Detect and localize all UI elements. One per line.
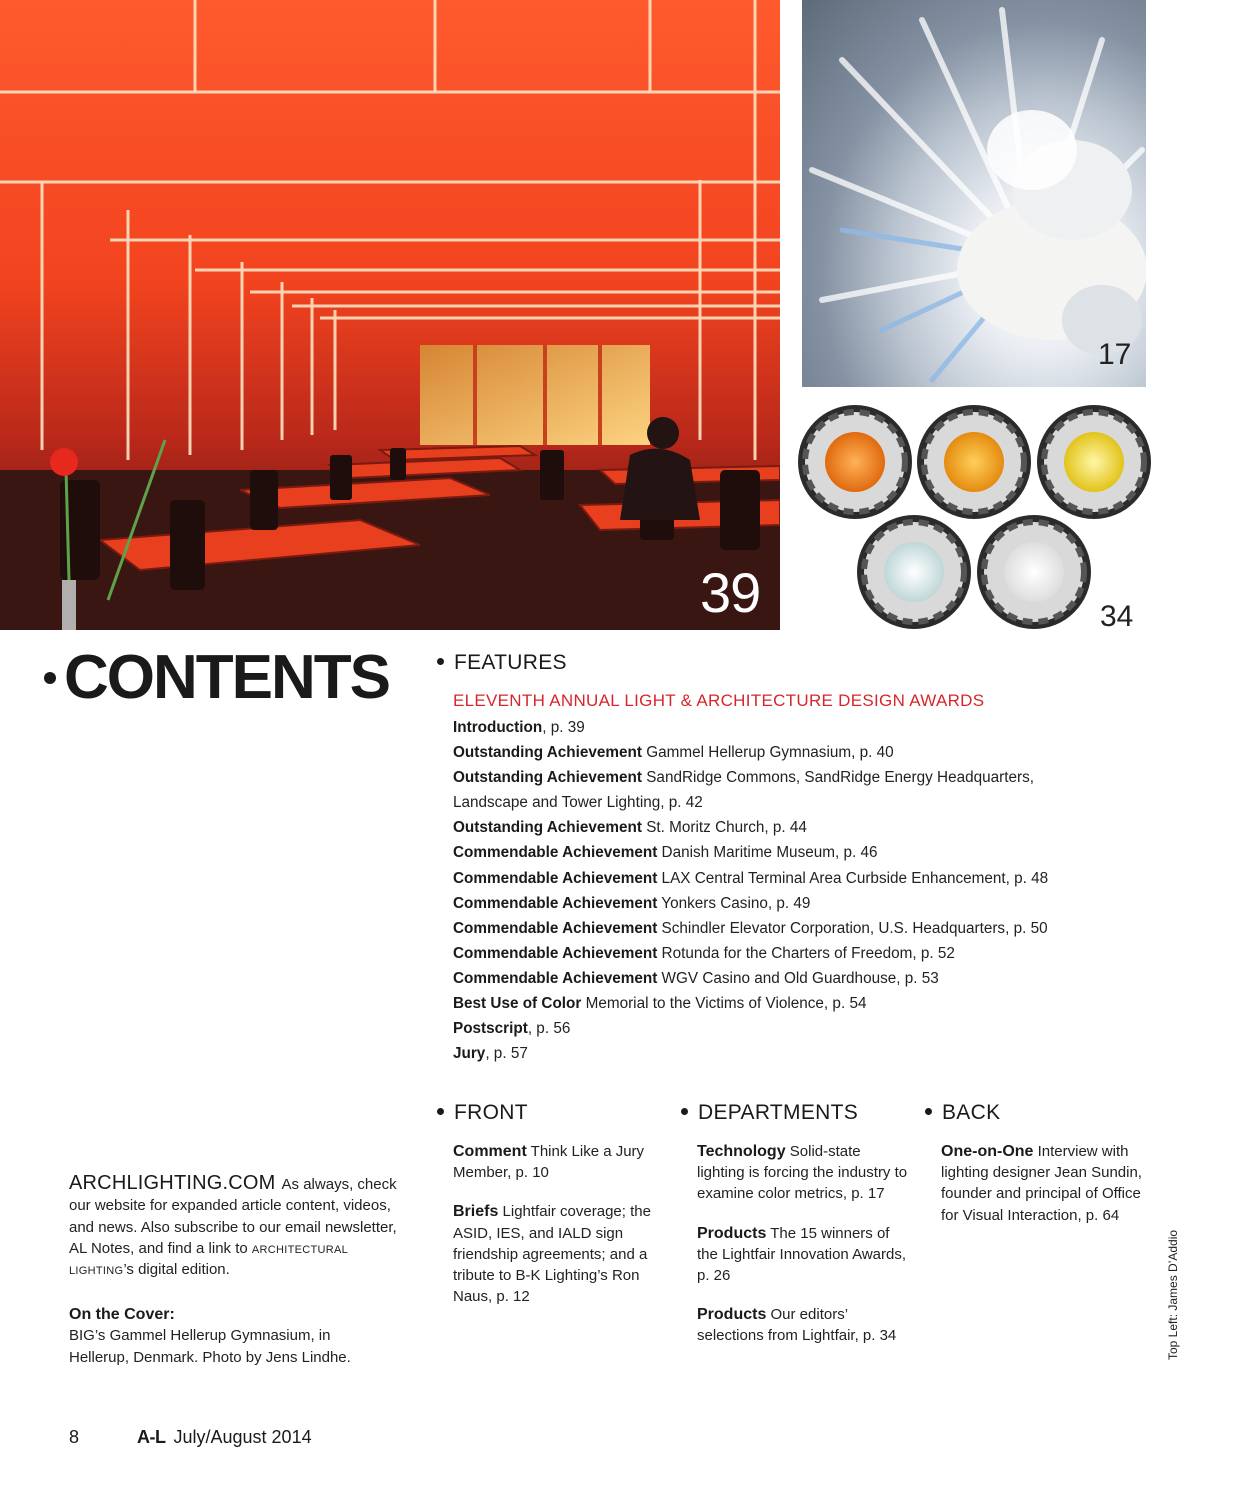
feature-item[interactable]: Commendable Achievement Rotunda for the Charters of Freedom, p. 52 [453, 944, 955, 962]
departments-heading [681, 1101, 858, 1125]
crystal-burst-photo [802, 0, 1146, 387]
crystal-burst-illustration [802, 0, 1146, 387]
feature-item[interactable]: Jury, p. 57 [453, 1045, 528, 1063]
cover-note-title: On the Cover: [69, 1306, 175, 1323]
led-lamp-yellow [1037, 405, 1151, 519]
back-item[interactable]: One-on-One Interview with lighting designer Jean Sundin, founder and principal of Office for Visual Interaction, p. 64 [941, 1143, 1142, 1224]
website-note-text-end: ’s digital edition. [123, 1261, 230, 1279]
feature-item[interactable]: Outstanding Achievement Gammel Hellerup Gymnasium, p. 40 [453, 744, 894, 762]
features-heading-text: FEATURES [454, 651, 567, 674]
led-lamp-orange [798, 405, 912, 519]
photo-credit: Top Left: James D’Addio [1166, 1229, 1180, 1360]
contents-title [44, 642, 389, 713]
departments-heading-text: DEPARTMENTS [698, 1101, 859, 1124]
cover-photo-cafeteria [0, 0, 780, 630]
bullet-dot [437, 1108, 444, 1115]
feature-item[interactable]: Commendable Achievement Danish Maritime Museum, p. 46 [453, 844, 878, 862]
led-lamp-amber [917, 405, 1031, 519]
departments-column [697, 1141, 912, 1365]
bullet-dot [925, 1108, 932, 1115]
website-note [69, 1173, 399, 1280]
cover-note [69, 1304, 389, 1368]
feature-item[interactable]: Outstanding Achievement St. Moritz Church, p. 44 [453, 819, 807, 837]
department-item[interactable]: Products The 15 winners of the Lightfair Innovation Awards, p. 26 [697, 1224, 907, 1285]
led-lamp-cool-white [857, 515, 971, 629]
front-item[interactable]: Comment Think Like a Jury Member, p. 10 [453, 1143, 645, 1182]
features-list [453, 715, 1113, 1066]
cafeteria-illustration [0, 0, 780, 630]
magazine-name: architectural lighting [69, 1239, 349, 1279]
feature-item-continued[interactable]: Landscape and Tower Lighting, p. 42 [453, 794, 703, 812]
features-heading [437, 651, 567, 675]
feature-item[interactable]: Outstanding Achievement SandRidge Commons, SandRidge Energy Headquarters, [453, 769, 1034, 787]
page-number: 8 [69, 1427, 80, 1447]
bullet-dot [681, 1108, 688, 1115]
back-heading-text: BACK [942, 1101, 1001, 1124]
back-heading [925, 1101, 1000, 1125]
feature-item[interactable]: Commendable Achievement Yonkers Casino, p. 49 [453, 894, 811, 912]
website-note-text: As always, check our website for expanded article content, videos, and news. Also subscribe to our email newsletter, AL Notes, and find a link to [69, 1176, 397, 1257]
front-column [453, 1141, 663, 1325]
magazine-logo: A-L [137, 1427, 166, 1447]
department-item[interactable]: Technology Solid-state lighting is forcing the industry to examine color metrics, p. 17 [697, 1143, 908, 1203]
awards-title: ELEVENTH ANNUAL LIGHT & ARCHITECTURE DESIGN AWARDS [453, 691, 985, 710]
feature-item[interactable]: Best Use of Color Memorial to the Victims of Violence, p. 54 [453, 995, 867, 1013]
back-column [941, 1141, 1151, 1244]
page-ref-34: 34 [1100, 600, 1134, 633]
feature-item[interactable]: Introduction, p. 39 [453, 719, 585, 736]
department-item[interactable]: Products Our editors’ selections from Lightfair, p. 34 [697, 1306, 897, 1345]
feature-item[interactable]: Postscript, p. 56 [453, 1020, 571, 1038]
feature-item[interactable]: Commendable Achievement LAX Central Terminal Area Curbside Enhancement, p. 48 [453, 869, 1049, 887]
footer-issue [137, 1427, 312, 1448]
page-ref-39: 39 [700, 561, 761, 624]
led-lamps-illustration [796, 400, 1156, 632]
feature-item[interactable]: Commendable Achievement WGV Casino and Old Guardhouse, p. 53 [453, 969, 939, 987]
front-item[interactable]: Briefs Lightfair coverage; the ASID, IES, and IALD sign friendship agreements; and a tribute to B-K Lighting’s Ron Naus, p. 12 [453, 1203, 651, 1306]
led-lamps-photo [796, 400, 1156, 632]
bullet-dot [44, 672, 56, 684]
front-heading [437, 1101, 528, 1125]
led-lamp-white [977, 515, 1091, 629]
contents-title-text: CONTENTS [64, 643, 389, 712]
feature-item[interactable]: Commendable Achievement Schindler Elevator Corporation, U.S. Headquarters, p. 50 [453, 919, 1048, 937]
front-heading-text: FRONT [454, 1101, 528, 1124]
cover-note-text: BIG’s Gammel Hellerup Gymnasium, in Hellerup, Denmark. Photo by Jens Lindhe. [69, 1327, 351, 1366]
issue-date: July/August 2014 [173, 1427, 312, 1447]
website-link[interactable]: ARCHLIGHTING.COM [69, 1172, 276, 1194]
bullet-dot [437, 658, 444, 665]
page-ref-17: 17 [1098, 338, 1132, 371]
